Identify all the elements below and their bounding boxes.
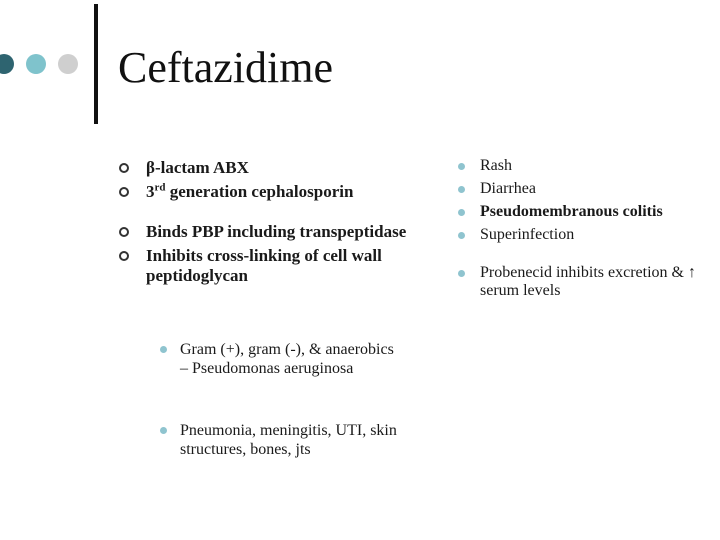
bullet-inhibits-crosslinking xyxy=(118,246,418,286)
decor-dot-teal xyxy=(26,54,46,74)
adverse-effects-column xyxy=(458,157,698,300)
sub-bullet-text: Pneumonia, meningitis, UTI, skin structures, bones, jts xyxy=(180,422,397,458)
bullet-binds-pbp xyxy=(118,222,418,242)
dot-bullet-icon xyxy=(458,232,465,239)
dot-bullet-icon xyxy=(160,427,167,434)
mechanism-list xyxy=(118,158,418,286)
slide-title: Ceftazidime xyxy=(118,43,334,92)
adverse-effects-list xyxy=(458,157,698,300)
mechanism-column xyxy=(118,158,418,286)
bullet-text: Pseudomembranous colitis xyxy=(480,203,663,220)
bullet-text: Diarrhea xyxy=(480,180,536,197)
decor-dot-dark xyxy=(0,54,14,74)
sub-bullet-spectrum xyxy=(160,340,400,378)
ring-bullet-icon xyxy=(119,163,129,173)
bullet-text: Rash xyxy=(480,157,512,174)
bullet-text: generation cephalosporin xyxy=(165,182,354,201)
bullet-rash xyxy=(458,157,698,175)
dot-bullet-icon xyxy=(160,346,167,353)
bullet-text: Probenecid inhibits excretion & ↑ serum levels xyxy=(480,264,696,299)
title-divider-bar xyxy=(94,4,98,124)
sub-bullet-indications xyxy=(160,421,400,459)
dot-bullet-icon xyxy=(458,209,465,216)
bullet-colitis xyxy=(458,203,698,221)
spectrum-list xyxy=(160,340,400,378)
ring-bullet-icon xyxy=(119,251,129,261)
bullet-text: Superinfection xyxy=(480,226,575,243)
dot-bullet-icon xyxy=(458,186,465,193)
bullet-text: β-lactam ABX xyxy=(146,158,249,177)
bullet-text-number: 3 xyxy=(146,182,155,201)
bullet-text: Binds PBP including transpeptidase xyxy=(146,222,407,241)
indications-list xyxy=(160,421,400,459)
decor-dot-gray xyxy=(58,54,78,74)
ring-bullet-icon xyxy=(119,187,129,197)
sub-bullet-text: Gram (+), gram (-), & anaerobics – Pseudomonas aeruginosa xyxy=(180,341,394,377)
bullet-generation xyxy=(118,182,418,202)
bullet-diarrhea xyxy=(458,180,698,198)
ring-bullet-icon xyxy=(119,227,129,237)
bullet-text-superscript: rd xyxy=(154,181,166,194)
bullet-text: Inhibits cross-linking of cell wall peptidoglycan xyxy=(146,246,382,285)
bullet-probenecid xyxy=(458,264,698,300)
dot-bullet-icon xyxy=(458,270,465,277)
dot-bullet-icon xyxy=(458,163,465,170)
bullet-beta-lactam xyxy=(118,158,418,178)
bullet-superinfection xyxy=(458,226,698,244)
